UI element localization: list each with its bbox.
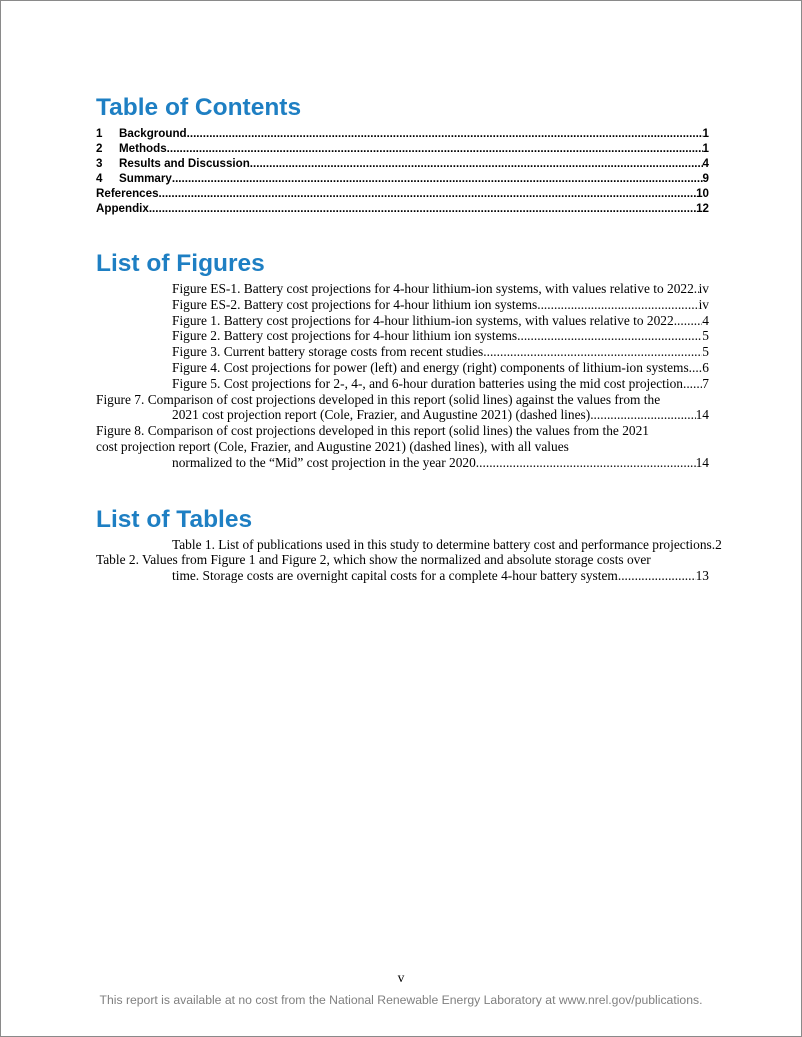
figure-caption: Figure 1. Battery cost projections for 4-hour lithium-ion systems, with values relative to 2022. xyxy=(172,312,678,328)
toc-entry[interactable] xyxy=(96,156,709,171)
toc-entry-page: 1 xyxy=(702,127,709,140)
toc-entry-page: 4 xyxy=(702,157,709,170)
figure-caption: Figure 3. Current battery storage costs from recent studies. xyxy=(172,344,487,360)
figure-entry[interactable] xyxy=(96,328,709,344)
figure-entry[interactable] xyxy=(96,344,709,360)
toc-entry[interactable] xyxy=(96,141,709,156)
toc-entry-page: 1 xyxy=(702,142,709,155)
figure-entry-line xyxy=(172,360,709,376)
availability-note: This report is available at no cost from the National Renewable Energy Laboratory at www.nrel.gov/publications. xyxy=(99,993,703,1007)
toc-entry[interactable] xyxy=(96,126,709,141)
figure-caption: Figure ES-2. Battery cost projections for 4-hour lithium ion systems. xyxy=(172,296,541,312)
table-list xyxy=(96,536,722,584)
toc-entry-title: Results and Discussion xyxy=(119,157,250,170)
dot-leader xyxy=(677,313,702,329)
figure-entry-line xyxy=(172,281,709,297)
figure-caption-line: cost projection report (Cole, Frazier, and Augustine 2021) (dashed lines), with all values xyxy=(96,438,569,454)
toc-entry[interactable] xyxy=(96,201,709,216)
toc-entry-page: 10 xyxy=(696,187,709,200)
table-caption: Table 1. List of publications used in this study to determine battery cost and performance projections. xyxy=(172,536,716,552)
figure-caption: Figure 5. Cost projections for 2-, 4-, and 6-hour duration batteries using the mid cost projection. xyxy=(172,375,687,391)
dot-leader xyxy=(149,201,696,216)
dot-leader xyxy=(487,344,703,360)
figure-page: 6 xyxy=(702,359,709,375)
toc-entry-number: 4 xyxy=(96,172,103,185)
figure-entry[interactable] xyxy=(96,281,709,297)
page-content xyxy=(96,93,722,584)
dot-leader xyxy=(621,568,695,584)
figure-entry-line xyxy=(172,313,709,329)
toc-entry-title: Summary xyxy=(119,172,172,185)
figure-page: iv xyxy=(698,296,709,312)
table-entry-line xyxy=(172,536,722,553)
figure-entry[interactable] xyxy=(96,360,709,376)
figure-entry[interactable] xyxy=(96,376,709,392)
figure-page: 14 xyxy=(695,454,709,470)
figures-heading: List of Figures xyxy=(96,250,265,277)
figure-caption: 2021 cost projection report (Cole, Frazier, and Augustine 2021) (dashed lines). xyxy=(172,407,594,423)
table-entry[interactable] xyxy=(96,552,709,584)
toc-entry[interactable] xyxy=(96,186,709,201)
dot-leader xyxy=(167,141,703,156)
figure-caption: Figure 4. Cost projections for power (left) and energy (right) components of lithium-ion systems. xyxy=(172,359,693,375)
figure-entry-line xyxy=(172,297,709,313)
dot-leader xyxy=(692,360,702,376)
figure-caption: Figure 2. Battery cost projections for 4-hour lithium ion systems. xyxy=(172,328,521,344)
figure-page: 7 xyxy=(702,375,709,391)
dot-leader xyxy=(250,156,703,171)
toc-entry-title: References xyxy=(96,187,159,200)
dot-leader xyxy=(520,328,702,344)
figure-entry[interactable] xyxy=(96,392,709,424)
dot-leader xyxy=(594,407,696,423)
figure-page: 5 xyxy=(702,328,709,344)
figure-caption: Figure ES-1. Battery cost projections for 4-hour lithium-ion systems, with values relative to 2022. xyxy=(172,281,698,296)
figure-entry-line xyxy=(172,455,709,471)
toc-entry[interactable] xyxy=(96,171,709,186)
figure-entry[interactable] xyxy=(96,297,709,313)
tables-heading: List of Tables xyxy=(96,505,253,533)
table-caption-line: Table 2. Values from Figure 1 and Figure 2, which show the normalized and absolute storage costs over xyxy=(96,552,651,568)
dot-leader xyxy=(686,376,702,392)
toc-entry-title: Methods xyxy=(119,142,167,155)
figure-caption-line: Figure 8. Comparison of cost projections developed in this report (solid lines) the values from the 2021 xyxy=(96,423,650,439)
figure-entry[interactable] xyxy=(96,423,709,470)
table-page: 13 xyxy=(695,568,709,584)
table-entry-line xyxy=(172,568,709,584)
figure-caption-line: Figure 7. Comparison of cost projections developed in this report (solid lines) against the values from the xyxy=(96,391,661,407)
toc-entry-title: Appendix xyxy=(96,202,149,215)
figure-page: 5 xyxy=(702,344,709,360)
dot-leader xyxy=(479,455,695,471)
toc-entry-page: 12 xyxy=(696,202,709,215)
toc-heading: Table of Contents xyxy=(96,94,302,121)
toc-entry-number: 3 xyxy=(96,157,103,170)
page-number: v xyxy=(397,970,405,985)
toc-entry-title: Background xyxy=(119,127,187,140)
figure-page: 14 xyxy=(695,407,709,423)
figure-entry-line xyxy=(172,407,709,423)
figure-caption: normalized to the “Mid” cost projection in the year 2020. xyxy=(172,454,480,470)
toc-list xyxy=(96,126,709,216)
figure-entry[interactable] xyxy=(96,313,709,329)
table-caption: time. Storage costs are overnight capital costs for a complete 4-hour battery system. xyxy=(172,568,622,584)
table-entry[interactable] xyxy=(96,536,722,553)
figure-page: 4 xyxy=(702,312,709,328)
figure-page: iv xyxy=(698,281,709,296)
figure-entry-line xyxy=(172,376,709,392)
figure-list xyxy=(96,281,709,471)
table-page: 2 xyxy=(715,536,722,552)
dot-leader xyxy=(187,126,703,141)
toc-entry-number: 1 xyxy=(96,127,103,140)
dot-leader xyxy=(159,186,697,201)
toc-entry-number: 2 xyxy=(96,142,103,155)
dot-leader xyxy=(172,171,703,186)
toc-entry-page: 9 xyxy=(702,172,709,185)
figure-entry-line xyxy=(172,344,709,360)
figure-entry-line xyxy=(172,328,709,344)
dot-leader xyxy=(541,297,699,313)
